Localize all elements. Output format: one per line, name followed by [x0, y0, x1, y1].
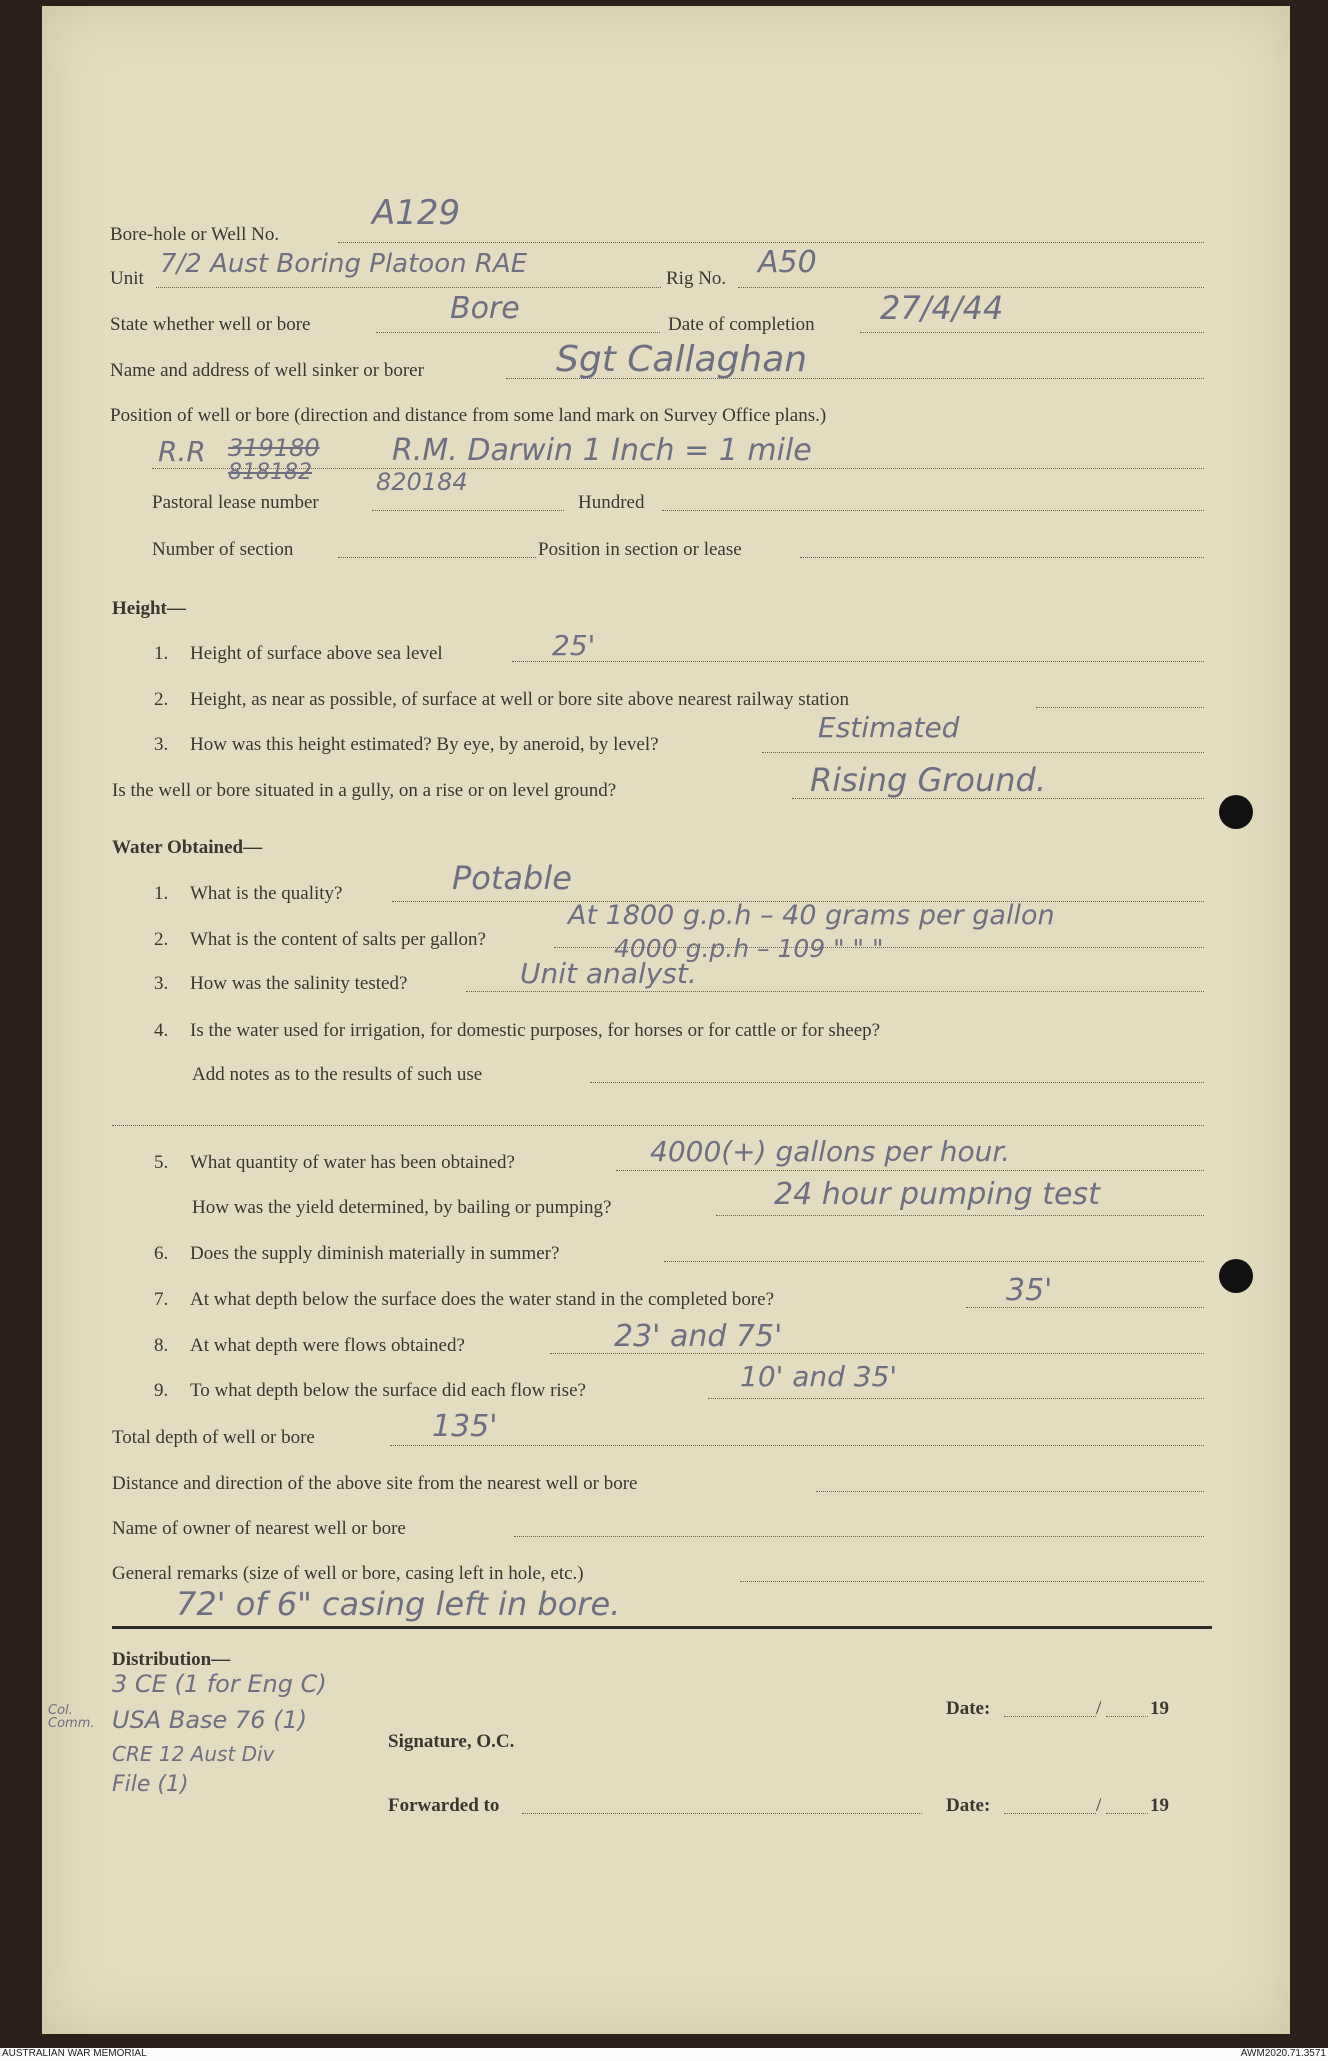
w7-num: 7.: [154, 1289, 169, 1310]
position-value-b: R.M. Darwin 1 Inch = 1 mile: [392, 433, 812, 468]
w5-num: 5.: [154, 1152, 169, 1173]
dist-entry-1: 3 CE (1 for Eng C): [112, 1670, 327, 1698]
date-line-1a: [1004, 1716, 1096, 1717]
completion-label: Date of completion: [668, 314, 815, 335]
w8-value: 23' and 75': [614, 1319, 783, 1354]
completion-value: 27/4/44: [880, 289, 1004, 327]
pastoral-label: Pastoral lease number: [152, 492, 319, 513]
unit-value: 7/2 Aust Boring Platoon RAE: [160, 249, 528, 279]
h1-value: 25': [552, 629, 596, 662]
position-section-line: [800, 557, 1204, 558]
notes-line-2: [112, 1125, 1204, 1126]
w9-line: [708, 1398, 1204, 1399]
gully-value: Rising Ground.: [810, 761, 1047, 799]
archive-reference: AWM2020.71.3571: [1240, 2048, 1326, 2059]
remarks-line: [740, 1581, 1204, 1582]
position-strike-1: 319180: [228, 434, 320, 462]
unit-label: Unit: [110, 268, 144, 289]
w2-value-b: 4000 g.p.h – 109 " " ": [614, 934, 884, 963]
yield-label: How was the yield determined, by bailing or pumping?: [192, 1197, 612, 1218]
dist-entry-3: CRE 12 Aust Div: [112, 1742, 275, 1766]
w7-label: At what depth below the surface does the water stand in the completed bore?: [190, 1289, 775, 1310]
dist-entry-4: File (1): [112, 1772, 189, 1797]
w7-line: [966, 1307, 1204, 1308]
h2-num: 2.: [154, 689, 169, 710]
distance-label: Distance and direction of the above site from the nearest well or bore: [112, 1473, 638, 1494]
w9-label: To what depth below the surface did each flow rise?: [190, 1380, 586, 1401]
bore-no-line: [338, 242, 1204, 243]
h1-num: 1.: [154, 643, 169, 664]
h3-value: Estimated: [818, 711, 960, 744]
date-line-2a: [1004, 1813, 1096, 1814]
date-label-1: Date:: [946, 1698, 991, 1719]
w5-value: 4000(+) gallons per hour.: [650, 1135, 1011, 1168]
hundred-label: Hundred: [578, 492, 645, 513]
remarks-value: 72' of 6" casing left in bore.: [176, 1585, 621, 1623]
position-label: Position of well or bore (direction and distance from some land mark on Survey Office plans.): [110, 405, 827, 426]
position-section-label: Position in section or lease: [538, 539, 742, 560]
notes-line: [590, 1082, 1204, 1083]
well-or-bore-line: [376, 332, 660, 333]
h1-label: Height of surface above sea level: [190, 643, 443, 664]
w7-value: 35': [1006, 1273, 1053, 1308]
position-value-c: 820184: [376, 468, 468, 496]
w3-line: [466, 991, 1204, 992]
w9-value: 10' and 35': [740, 1360, 898, 1393]
water-heading: Water Obtained—: [112, 837, 263, 858]
total-depth-label: Total depth of well or bore: [112, 1427, 315, 1448]
w4-num: 4.: [154, 1020, 169, 1041]
section-label: Number of section: [152, 539, 294, 560]
owner-label: Name of owner of nearest well or bore: [112, 1518, 406, 1539]
date-line-2b: [1106, 1813, 1148, 1814]
archive-name: AUSTRALIAN WAR MEMORIAL: [2, 2048, 147, 2059]
completion-line: [860, 332, 1204, 333]
well-or-bore-value: Bore: [450, 291, 520, 326]
well-or-bore-label: State whether well or bore: [110, 314, 311, 335]
rig-label: Rig No.: [666, 268, 727, 289]
w2-value-a: At 1800 g.p.h – 40 grams per gallon: [568, 900, 1055, 931]
archive-footer: [0, 2048, 1328, 2061]
pastoral-line: [372, 510, 564, 511]
punch-hole-top: [1219, 795, 1253, 829]
date-label-2: Date:: [946, 1795, 991, 1816]
dist-margin-note: Col. Comm.: [48, 1703, 95, 1731]
w8-num: 8.: [154, 1335, 169, 1356]
sinker-value: Sgt Callaghan: [556, 339, 808, 380]
distribution-label: Distribution—: [112, 1649, 231, 1670]
total-depth-line: [390, 1445, 1204, 1446]
h2-label: Height, as near as possible, of surface at well or bore site above nearest railway station: [190, 689, 849, 710]
h3-num: 3.: [154, 734, 169, 755]
h2-line: [1036, 707, 1204, 708]
date-year-2: 19: [1150, 1795, 1169, 1816]
yield-line: [716, 1215, 1204, 1216]
dist-entry-2: USA Base 76 (1): [112, 1706, 308, 1734]
h1-line: [512, 661, 1204, 662]
position-value-a: R.R: [158, 435, 206, 468]
yield-value: 24 hour pumping test: [774, 1177, 1100, 1212]
remarks-label: General remarks (size of well or bore, casing left in hole, etc.): [112, 1563, 584, 1584]
w6-line: [664, 1261, 1204, 1262]
h3-label: How was this height estimated? By eye, by aneroid, by level?: [190, 734, 659, 755]
sinker-label: Name and address of well sinker or borer: [110, 360, 424, 381]
w1-label: What is the quality?: [190, 883, 343, 904]
w3-value: Unit analyst.: [520, 957, 697, 990]
owner-line: [514, 1536, 1204, 1537]
gully-label: Is the well or bore situated in a gully, on a rise or on level ground?: [112, 780, 617, 801]
total-depth-value: 135': [432, 1409, 498, 1444]
height-heading: Height—: [112, 598, 186, 619]
w6-num: 6.: [154, 1243, 169, 1264]
w1-num: 1.: [154, 883, 169, 904]
section-line: [338, 557, 536, 558]
w9-num: 9.: [154, 1380, 169, 1401]
w1-value: Potable: [452, 859, 572, 897]
date-slash-2: /: [1096, 1795, 1102, 1816]
rig-value: A50: [758, 245, 817, 280]
date-year-1: 19: [1150, 1698, 1169, 1719]
w3-label: How was the salinity tested?: [190, 973, 408, 994]
bore-no-label: Bore-hole or Well No.: [110, 224, 280, 245]
h3-line: [762, 752, 1204, 753]
w2-label: What is the content of salts per gallon?: [190, 929, 486, 950]
unit-line: [156, 287, 661, 288]
w5-label: What quantity of water has been obtained?: [190, 1152, 515, 1173]
date-line-1b: [1106, 1716, 1148, 1717]
position-strike-2: 818182: [228, 460, 312, 485]
distance-line: [816, 1491, 1204, 1492]
forwarded-label: Forwarded to: [388, 1795, 500, 1816]
section-divider: [112, 1626, 1212, 1629]
bore-no-value: A129: [372, 193, 461, 233]
w2-num: 2.: [154, 929, 169, 950]
w5-line: [616, 1170, 1204, 1171]
hundred-line: [662, 510, 1204, 511]
forwarded-line: [522, 1813, 922, 1814]
punch-hole-bottom: [1219, 1259, 1253, 1293]
notes-label: Add notes as to the results of such use: [192, 1064, 483, 1085]
w4-label: Is the water used for irrigation, for domestic purposes, for horses or for cattle or for sheep?: [190, 1020, 881, 1041]
signature-label: Signature, O.C.: [388, 1731, 515, 1752]
date-slash-1: /: [1096, 1698, 1102, 1719]
w6-label: Does the supply diminish materially in summer?: [190, 1243, 560, 1264]
rig-line: [738, 287, 1204, 288]
w8-label: At what depth were flows obtained?: [190, 1335, 465, 1356]
w3-num: 3.: [154, 973, 169, 994]
